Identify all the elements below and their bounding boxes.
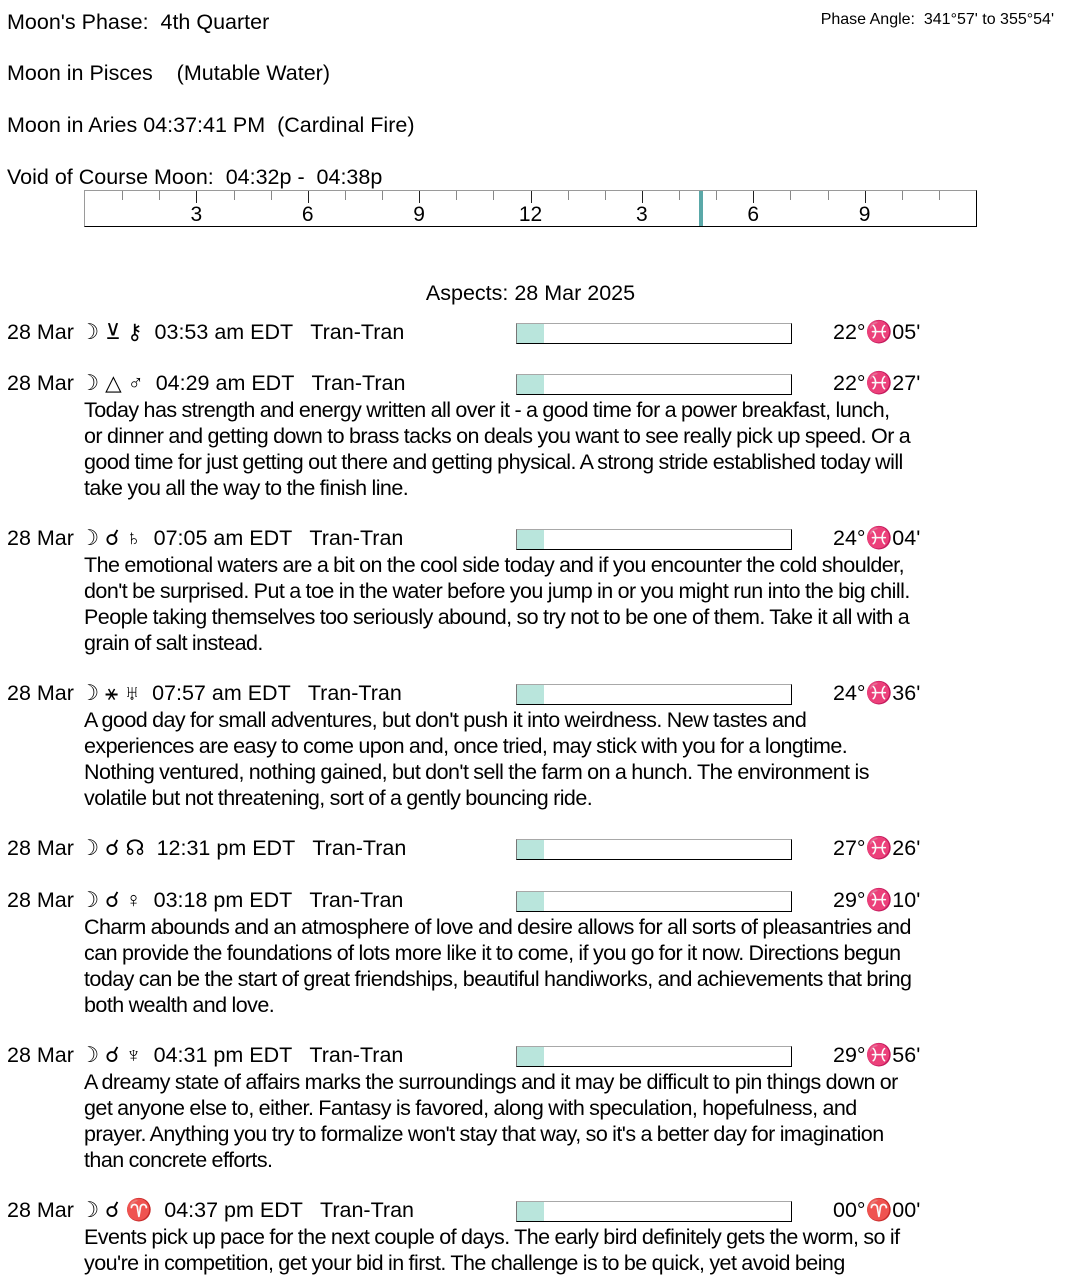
- phase-angle: Phase Angle: 341°57' to 355°54': [820, 11, 1054, 28]
- aspect-strength-bar: [516, 839, 792, 860]
- aspect-description-line: A dreamy state of affairs marks the surroundings and it may be difficult to pin things down or: [84, 1070, 898, 1094]
- aspect-description-line: volatile but not threatening, sort of a gently bouncing ride.: [84, 786, 593, 810]
- aspect-description-line: or dinner and getting down to brass tacks on deals you want to see really pick up speed. Or a: [84, 424, 911, 448]
- aspect-description-line: Charm abounds and an atmosphere of love and desire allows for all sorts of pleasantries and: [84, 915, 911, 939]
- timeline-tick: [234, 191, 235, 200]
- aspects-title: Aspects: 28 Mar 2025: [425, 281, 636, 305]
- timeline-hour-label: 3: [636, 203, 648, 226]
- timeline-tick: [308, 191, 309, 203]
- timeline-tick: [345, 191, 346, 200]
- aspect-description-line: Nothing ventured, nothing gained, but don't sell the farm on a hunch. The environment is: [84, 760, 869, 784]
- timeline-hour-label: 6: [301, 203, 314, 226]
- aspect-summary: 28 Mar ☽ ⚹ ♅ 07:57 am EDT Tran-Tran: [7, 681, 402, 705]
- aspect-strength-fill: [517, 530, 544, 549]
- aspect-description-line: People taking themselves too seriously abound, so try not to be one of them. Take it all with a: [84, 605, 910, 629]
- timeline-tick: [271, 191, 272, 200]
- aspect-strength-bar: [516, 891, 792, 912]
- timeline-tick: [716, 191, 717, 200]
- timeline-tick: [828, 191, 829, 200]
- aspect-summary: 28 Mar ☽ ☌ ♄ 07:05 am EDT Tran-Tran: [7, 526, 404, 550]
- aspect-strength-fill: [517, 892, 544, 911]
- timeline-hour-label: 12: [518, 203, 543, 226]
- timeline-tick: [122, 191, 123, 200]
- aspect-description-line: A good day for small adventures, but don't push it into weirdness. New tastes and: [84, 708, 807, 732]
- timeline-tick: [159, 191, 160, 200]
- timeline-tick: [531, 191, 532, 203]
- aspect-degree: 29°♓56': [833, 1043, 921, 1067]
- aspect-strength-fill: [517, 685, 544, 704]
- timeline-tick: [865, 191, 866, 203]
- timeline-tick: [419, 191, 420, 203]
- aspect-description: [84, 914, 911, 1018]
- aspect-description-line: today can be the start of great friendships, beautiful handiworks, and achievements that bring: [84, 967, 912, 991]
- aspect-summary: 28 Mar ☽ ☌ ☊ 12:31 pm EDT Tran-Tran: [7, 836, 407, 860]
- aspect-description-line: grain of salt instead.: [84, 631, 263, 655]
- aspect-strength-fill: [517, 324, 544, 343]
- aspect-description-line: good time for just getting out there and getting physical. A strong stride established today will: [84, 450, 903, 474]
- aspect-degree: 29°♓10': [833, 888, 921, 912]
- void-of-course: Void of Course Moon: 04:32p - 04:38p: [7, 165, 383, 189]
- aspect-description-line: Today has strength and energy written all over it - a good time for a power breakfast, lunch,: [84, 398, 890, 422]
- timeline-tick: [642, 191, 643, 203]
- aspect-degree: 27°♓26': [833, 836, 921, 860]
- aspect-description: [84, 707, 869, 811]
- aspect-description-line: both wealth and love.: [84, 993, 275, 1017]
- aspect-description: [84, 1224, 900, 1276]
- aspect-description-line: can provide the foundations of lots more like it to come, if you go for it now. Directions begun: [84, 941, 901, 965]
- aspect-description-line: get anyone else to, either. Fantasy is favored, along with speculation, hopefulness, and: [84, 1096, 857, 1120]
- aspect-description-line: you're in competition, get your bid in first. The challenge is to be quick, yet avoid being: [84, 1251, 845, 1275]
- timeline-hour-label: 3: [190, 203, 203, 226]
- timeline-hour-label: 9: [858, 203, 871, 226]
- timeline-tick: [493, 191, 494, 200]
- timeline-tick: [196, 191, 197, 203]
- aspect-summary: 28 Mar ☽ ☌ ♀ 03:18 pm EDT Tran-Tran: [7, 888, 404, 912]
- aspect-description-line: don't be surprised. Put a toe in the water before you jump in or you might run into the big chill.: [84, 579, 910, 603]
- aspect-degree: 00°♈00': [833, 1198, 921, 1222]
- timeline-tick: [568, 191, 569, 200]
- void-of-course-marker: [699, 191, 703, 226]
- timeline-tick: [902, 191, 903, 200]
- aspect-strength-bar: [516, 1046, 792, 1067]
- moon-sign-aries: Moon in Aries 04:37:41 PM (Cardinal Fire): [7, 113, 415, 137]
- aspect-description-line: prayer. Anything you try to formalize won't stay that way, so it's a better day for imagination: [84, 1122, 884, 1146]
- aspect-summary: 28 Mar ☽ △ ♂ 04:29 am EDT Tran-Tran: [7, 371, 406, 395]
- timeline-tick: [605, 191, 606, 200]
- aspect-strength-bar: [516, 684, 792, 705]
- aspect-strength-fill: [517, 375, 544, 394]
- aspect-strength-bar: [516, 1201, 792, 1222]
- aspect-description: [84, 1069, 898, 1173]
- aspect-description-line: than concrete efforts.: [84, 1148, 273, 1172]
- aspect-strength-fill: [517, 840, 544, 859]
- aspect-description-line: The emotional waters are a bit on the cool side today and if you encounter the cold shoulder,: [84, 553, 905, 577]
- aspect-degree: 22°♓05': [833, 320, 921, 344]
- moon-phase: Moon's Phase: 4th Quarter: [7, 10, 270, 34]
- timeline-tick: [939, 191, 940, 200]
- aspect-strength-bar: [516, 529, 792, 550]
- aspect-degree: 22°♓27': [833, 371, 921, 395]
- aspect-degree: 24°♓04': [833, 526, 921, 550]
- aspect-summary: 28 Mar ☽ ⊻ ⚷ 03:53 am EDT Tran-Tran: [7, 320, 405, 344]
- aspect-strength-bar: [516, 374, 792, 395]
- aspect-degree: 24°♓36': [833, 681, 921, 705]
- timeline-hour-label: 6: [747, 203, 760, 226]
- timeline-tick: [790, 191, 791, 200]
- aspect-summary: 28 Mar ☽ ☌ ♆ 04:31 pm EDT Tran-Tran: [7, 1043, 404, 1067]
- timeline-hour-label: 9: [413, 203, 425, 226]
- timeline-tick: [382, 191, 383, 200]
- aspect-summary: 28 Mar ☽ ☌ ♈ 04:37 pm EDT Tran-Tran: [7, 1198, 414, 1222]
- timeline-tick: [679, 191, 680, 200]
- day-timeline: [84, 190, 977, 227]
- aspect-description-line: take you all the way to the finish line.: [84, 476, 409, 500]
- timeline-tick: [753, 191, 754, 203]
- timeline-tick: [456, 191, 457, 200]
- aspect-strength-fill: [517, 1202, 544, 1221]
- aspect-description-line: experiences are easy to come upon and, once tried, may stick with you for a longtime.: [84, 734, 848, 758]
- aspect-description-line: Events pick up pace for the next couple of days. The early bird definitely gets the worm, so if: [84, 1225, 900, 1249]
- moon-sign-pisces: Moon in Pisces (Mutable Water): [7, 61, 331, 85]
- aspect-strength-fill: [517, 1047, 544, 1066]
- aspect-strength-bar: [516, 323, 792, 344]
- aspect-description: [84, 397, 910, 501]
- aspect-description: [84, 552, 910, 656]
